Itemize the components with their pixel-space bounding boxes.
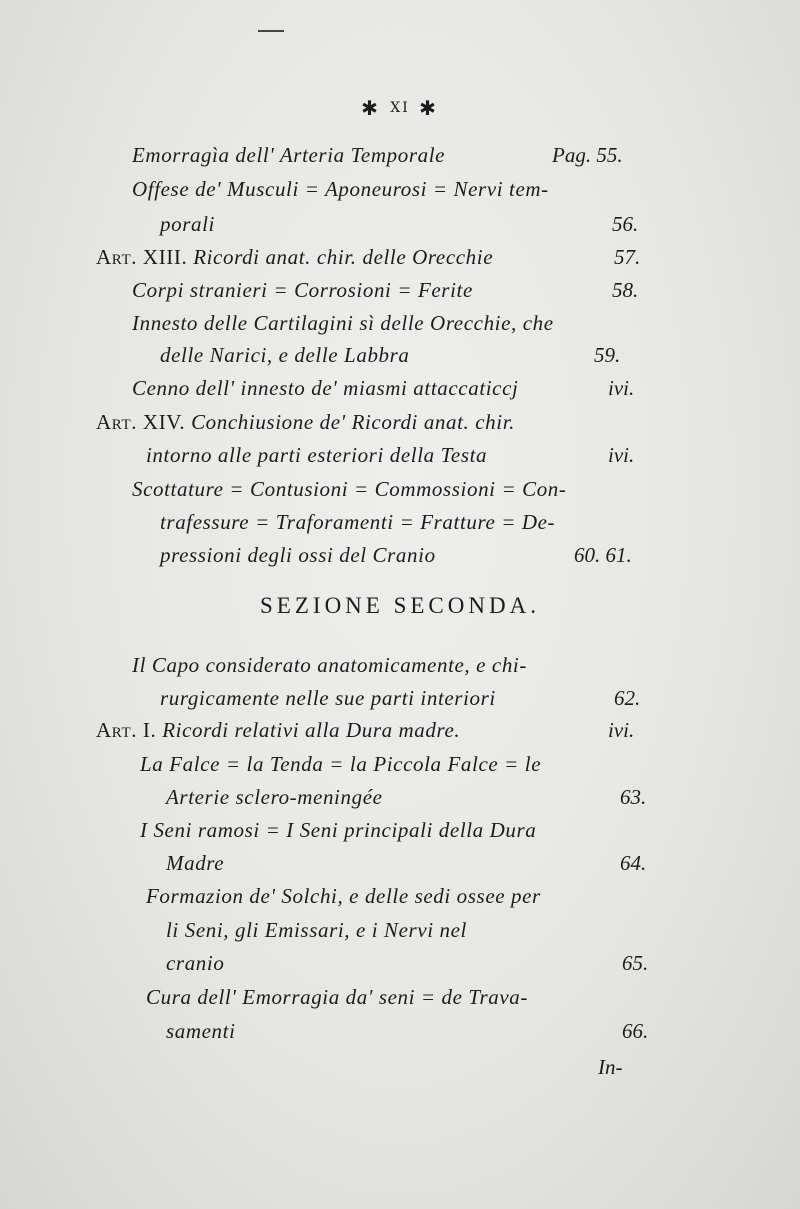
toc-page: 60. 61.	[574, 543, 632, 567]
section-title: SEZIONE SECONDA.	[260, 593, 540, 618]
toc-entry: rurgicamente nelle sue parti interiori	[160, 686, 496, 710]
toc-page: 62.	[614, 686, 641, 710]
toc-entry: Arterie sclero-meningée	[166, 785, 383, 809]
article-title: Ricordi anat. chir. delle Orecchie	[193, 245, 494, 269]
toc-entry-article	[96, 718, 460, 743]
toc-entry: Offese de' Musculi = Aponeurosi = Nervi tem-	[132, 177, 549, 201]
article-title: Conchiusione de' Ricordi anat. chir.	[191, 410, 516, 434]
toc-entry: trafessure = Traforamenti = Fratture = De-	[160, 510, 556, 534]
toc-page: 57.	[614, 245, 641, 269]
toc-entry: li Seni, gli Emissari, e i Nervi nel	[166, 918, 467, 942]
toc-entry: delle Narici, e delle Labbra	[160, 343, 410, 367]
header-ornament-left: ✱	[361, 96, 381, 120]
toc-entry: Emorragìa dell' Arteria Temporale	[132, 143, 446, 167]
toc-page: 58.	[612, 278, 639, 302]
toc-entry: cranio	[166, 951, 225, 975]
toc-page: 56.	[612, 212, 639, 236]
toc-page: ivi.	[608, 376, 635, 400]
toc-entry: Cura dell' Emorragia da' seni = de Trava-	[146, 985, 528, 1009]
toc-entry: intorno alle parti esteriori della Testa	[146, 443, 488, 467]
toc-entry: pressioni degli ossi del Cranio	[160, 543, 436, 567]
page-header	[0, 96, 800, 120]
toc-page: ivi.	[608, 718, 635, 742]
top-mark	[258, 30, 284, 32]
toc-page: 66.	[622, 1019, 649, 1043]
toc-page: Pag. 55.	[552, 143, 623, 167]
toc-entry: Il Capo considerato anatomicamente, e chi-	[132, 653, 527, 677]
catchword: In-	[598, 1055, 623, 1079]
toc-entry: Innesto delle Cartilagini sì delle Orecchie, che	[132, 311, 554, 335]
toc-page: 65.	[622, 951, 649, 975]
toc-entry: Formazion de' Solchi, e delle sedi ossee per	[146, 884, 541, 908]
toc-entry-article	[96, 245, 493, 270]
header-ornament-right: ✱	[419, 96, 439, 120]
article-title: Ricordi relativi alla Dura madre.	[162, 718, 461, 742]
toc-entry: porali	[160, 212, 215, 236]
toc-entry: Corpi stranieri = Corrosioni = Ferite	[132, 278, 473, 302]
toc-page: ivi.	[608, 443, 635, 467]
toc-entry: Madre	[166, 851, 225, 875]
toc-entry: La Falce = la Tenda = la Piccola Falce = le	[140, 752, 542, 776]
toc-entry: samenti	[166, 1019, 236, 1043]
toc-page: 64.	[620, 851, 647, 875]
article-label: Art. I.	[96, 718, 157, 742]
page-number-roman: XI	[390, 100, 410, 116]
toc-entry: Scottature = Contusioni = Commossioni = Con-	[132, 477, 567, 501]
article-label: Art. XIII.	[96, 245, 188, 269]
article-label: Art. XIV.	[96, 410, 186, 434]
toc-entry: I Seni ramosi = I Seni principali della Dura	[140, 818, 537, 842]
toc-entry: Cenno dell' innesto de' miasmi attaccaticcj	[132, 376, 519, 400]
toc-page: 63.	[620, 785, 647, 809]
toc-entry-article	[96, 410, 515, 435]
toc-page: 59.	[594, 343, 621, 367]
